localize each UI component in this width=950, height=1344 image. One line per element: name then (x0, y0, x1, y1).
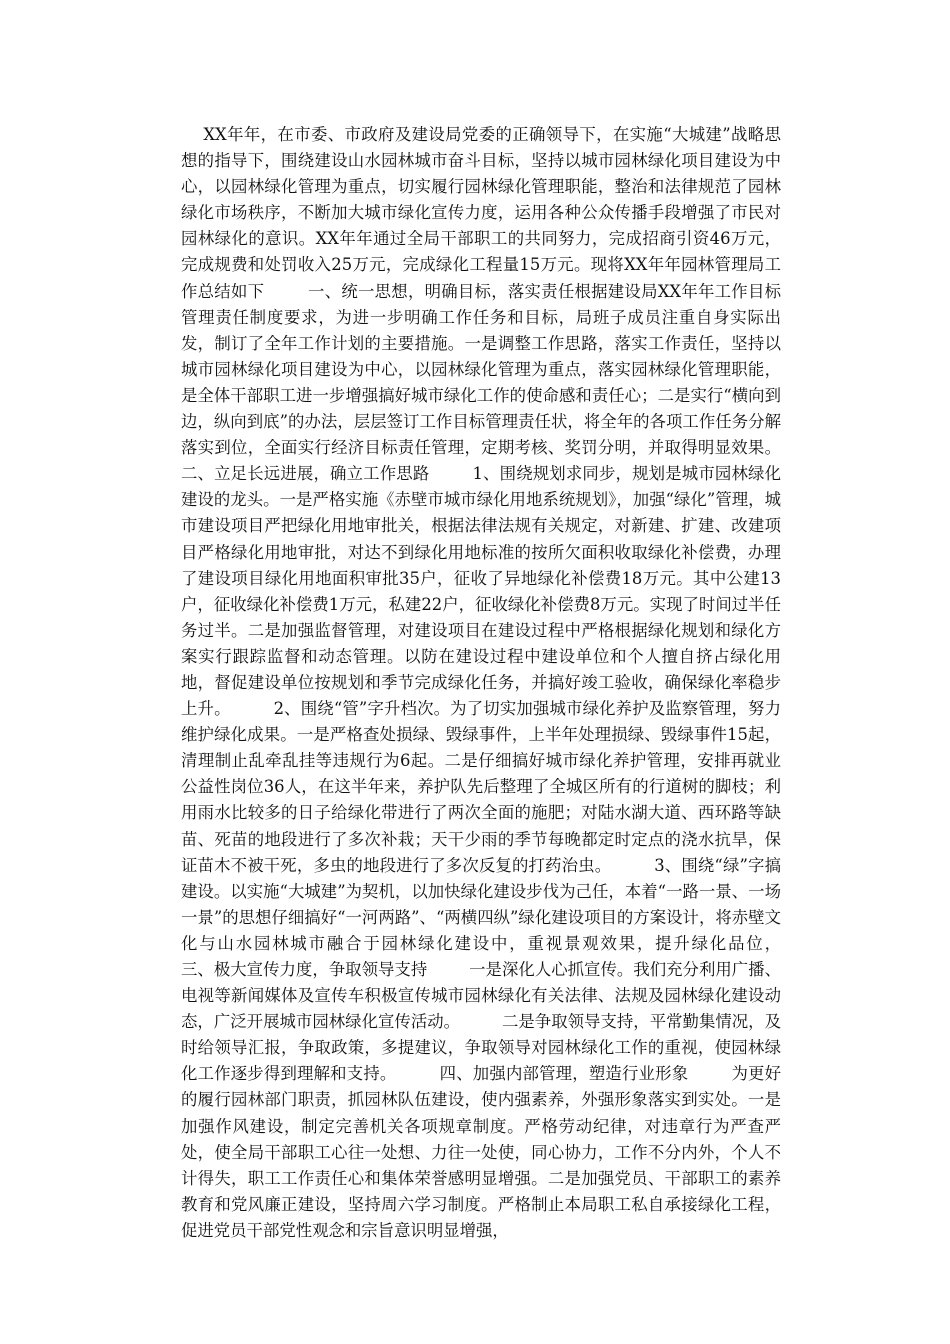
document-body-text: XX年年，在市委、市政府及建设局党委的正确领导下，在实施“大城建”战略思想的指导下，围绕建设山水园林城市奋斗目标，坚持以城市园林绿化项目建设为中心，以园林绿化管理为重点，切实履行园林绿化管理职能，整治和法律规范了园林绿化市场秩序，不断加大城市绿化宣传力度，运用各种公众传播手段增强了市民对园林绿化的意识。XX年年通过全局干部职工的共同努力，完成招商引资46万元，完成规费和处罚收入25万元，完成绿化工程量15万元。现将XX年年园林管理局工作总结如下 一、统一思想，明确目标，落实责任根据建设局XX年年工作目标管理责任制度要求，为进一步明确工作任务和目标，局班子成员注重自身实际出发，制订了全年工作计划的主要措施。一是调整工作思路，落实工作责任，坚持以城市园林绿化项目建设为中心，以园林绿化管理为重点，落实园林绿化管理职能，是全体干部职工进一步增强搞好城市绿化工作的使命感和责任心；二是实行“横向到边，纵向到底”的办法，层层签订工作目标管理责任状，将全年的各项工作任务分解落实到位，全面实行经济目标责任管理，定期考核、奖罚分明，并取得明显效果。 二、立足长远进展，确立工作思路 1、围绕规划求同步，规划是城市园林绿化建设的龙头。一是严格实施《赤壁市城市绿化用地系统规划》，加强“绿化”管理，城市建设项目严把绿化用地审批关，根据法律法规有关规定，对新建、扩建、改建项目严格绿化用地审批，对达不到绿化用地标准的按所欠面积收取绿化补偿费，办理了建设项目绿化用地面积审批35户，征收了异地绿化补偿费18万元。其中公建13户，征收绿化补偿费1万元，私建22户，征收绿化补偿费8万元。实现了时间过半任务过半。二是加强监督管理，对建设项目在建设过程中严格根据绿化规划和绿化方案实行跟踪监督和动态管理。以防在建设过程中建设单位和个人擅自挤占绿化用地，督促建设单位按规划和季节完成绿化任务，并搞好竣工验收，确保绿化率稳步上升。 2、围绕“管”字升档次。为了切实加强城市绿化养护及监察管理，努力维护绿化成果。一是严格查处损绿、毁绿事件，上半年处理损绿、毁绿事件15起，清理制止乱牵乱挂等违规行为6起。二是仔细搞好城市绿化养护管理，安排再就业公益性岗位36人，在这半年来，养护队先后整理了全城区所有的行道树的脚枝；利用雨水比较多的日子给绿化带进行了两次全面的施肥；对陆水湖大道、西环路等缺苗、死苗的地段进行了多次补栽；天干少雨的季节每晚都定时定点的浇水抗旱，保证苗木不被干死，多虫的地段进行了多次反复的打药治虫。 3、围绕“绿”字搞建设。以实施“大城建”为契机，以加快绿化建设步伐为己任，本着“一路一景、一场一景”的思想仔细搞好“一河两路”、“两横四纵”绿化建设项目的方案设计，将赤壁文化与山水园林城市融合于园林绿化建设中，重视景观效果，提升绿化品位， 三、极大宣传力度，争取领导支持 一是深化人心抓宣传。我们充分利用广播、电视等新闻媒体及宣传车积极宣传城市园林绿化有关法律、法规及园林绿化建设动态，广泛开展城市园林绿化宣传活动。 二是争取领导支持，平常勤集情况，及时给领导汇报，争取政策，多提建议，争取领导对园林绿化工作的重视，使园林绿化工作逐步得到理解和支持。 四、加强内部管理，塑造行业形象 为更好的履行园林部门职责，抓园林队伍建设，使内强素养，外强形象落实到实处。一是加强作风建设，制定完善机关各项规章制度。严格劳动纪律，对违章行为严查严处，使全局干部职工心往一处想、力往一处使，同心协力，工作不分内外，个人不计得失，职工工作责任心和集体荣誉感明显增强。二是加强党员、干部职工的素养教育和党风廉正建设，坚持周六学习制度。严格制止本局职工私自承接绿化工程，促进党员干部党性观念和宗旨意识明显增强， (181, 125, 823, 1240)
